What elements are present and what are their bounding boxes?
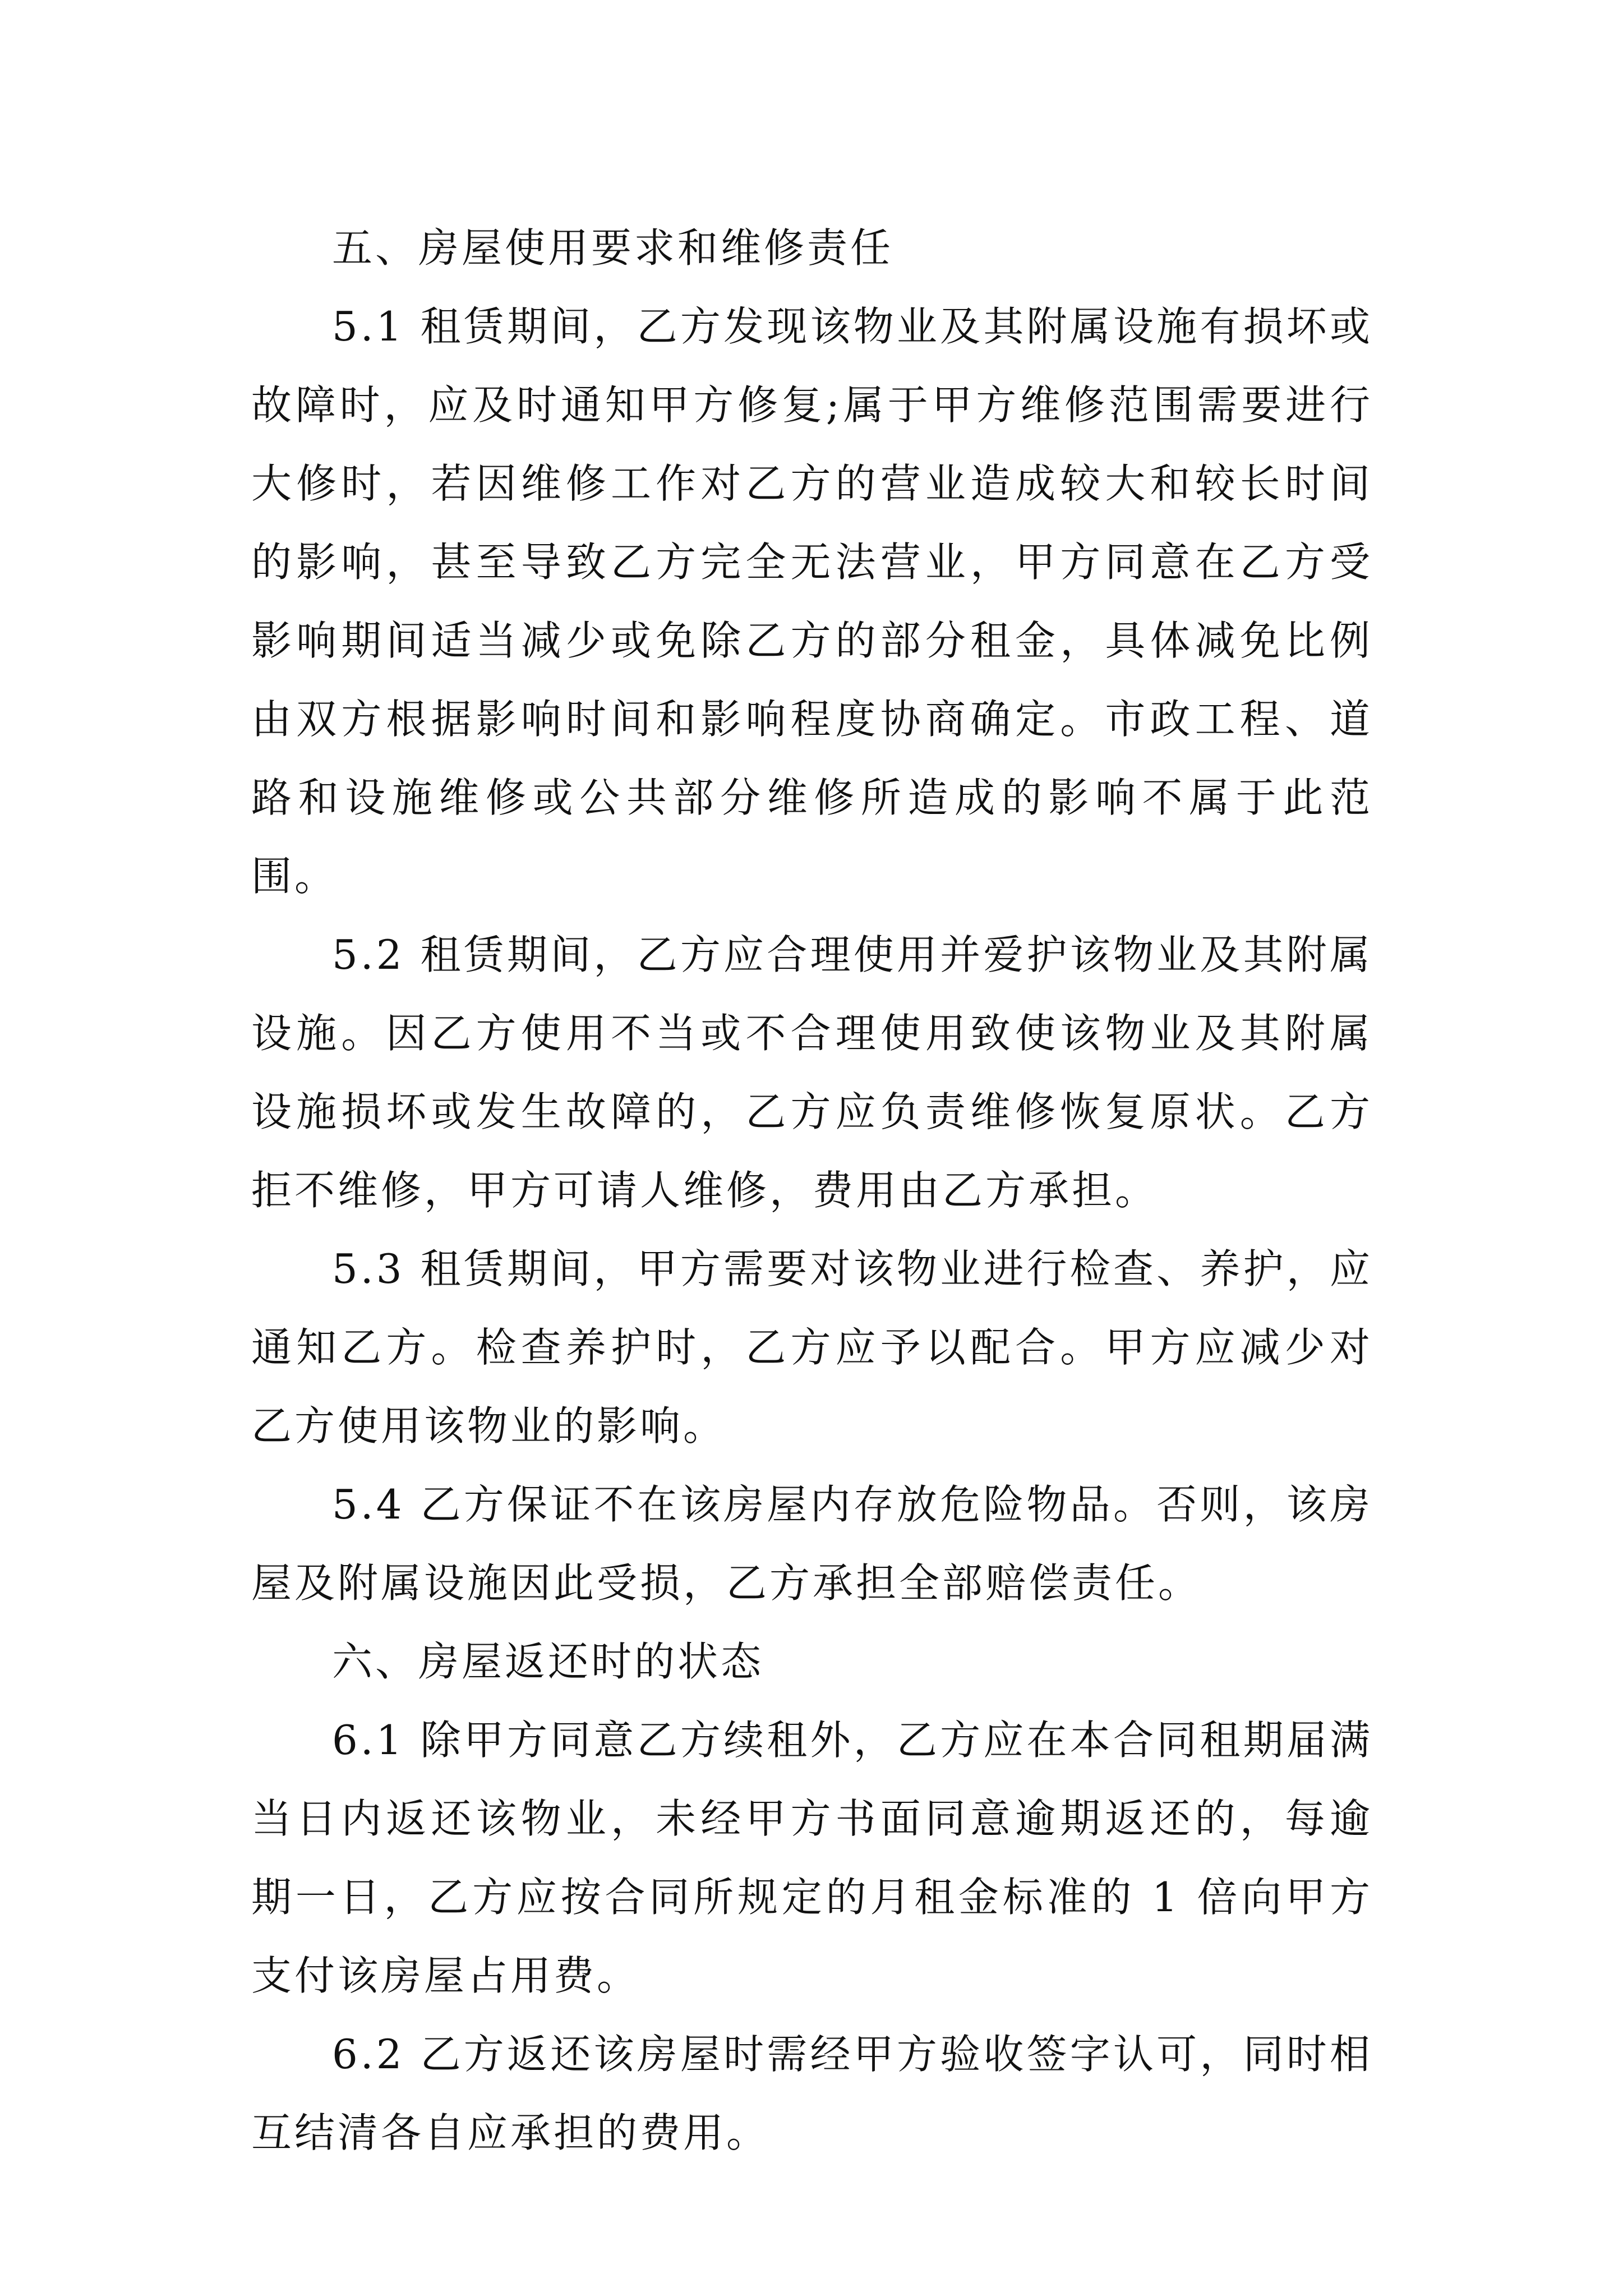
section-6-heading: 六、房屋返还时的状态	[332, 1638, 764, 1685]
clause-5-1: 5.1 租赁期间，乙方发现该物业及其附属设施有损坏或故障时，应及时通知甲方修复;属于甲方维修范围需要进行大修时，若因维修工作对乙方的营业造成较大和较长时间的影响，甚至导致乙方完全无法营业，甲方同意在乙方受影响期间适当减少或免除乙方的部分租金，具体减免比例由双方根据影响时间和影响程度协商确定。市政工程、道路和设施维修或公共部分维修所造成的影响不属于此范围。	[251, 303, 1373, 900]
document-body	[251, 209, 1373, 2172]
section-5-heading: 五、房屋使用要求和维修责任	[332, 224, 894, 272]
clause-6-2: 6.2 乙方返还该房屋时需经甲方验收签字认可，同时相互结清各自应承担的费用。	[251, 2031, 1373, 2156]
clause-5-2: 5.2 租赁期间，乙方应合理使用并爱护该物业及其附属设施。因乙方使用不当或不合理使用致使该物业及其附属设施损坏或发生故障的，乙方应负责维修恢复原状。乙方拒不维修，甲方可请人维修，费用由乙方承担。	[251, 931, 1373, 1214]
clause-5-3: 5.3 租赁期间，甲方需要对该物业进行检查、养护，应通知乙方。检查养护时，乙方应予以配合。甲方应减少对乙方使用该物业的影响。	[251, 1245, 1373, 1450]
clause-6-1: 6.1 除甲方同意乙方续租外，乙方应在本合同租期届满当日内返还该物业，未经甲方书面同意逾期返还的，每逾期一日，乙方应按合同所规定的月租金标准的 1 倍向甲方支付该房屋占用费。	[251, 1717, 1373, 1999]
clause-5-4: 5.4 乙方保证不在该房屋内存放危险物品。否则，该房屋及附属设施因此受损，乙方承担全部赔偿责任。	[251, 1481, 1373, 1607]
